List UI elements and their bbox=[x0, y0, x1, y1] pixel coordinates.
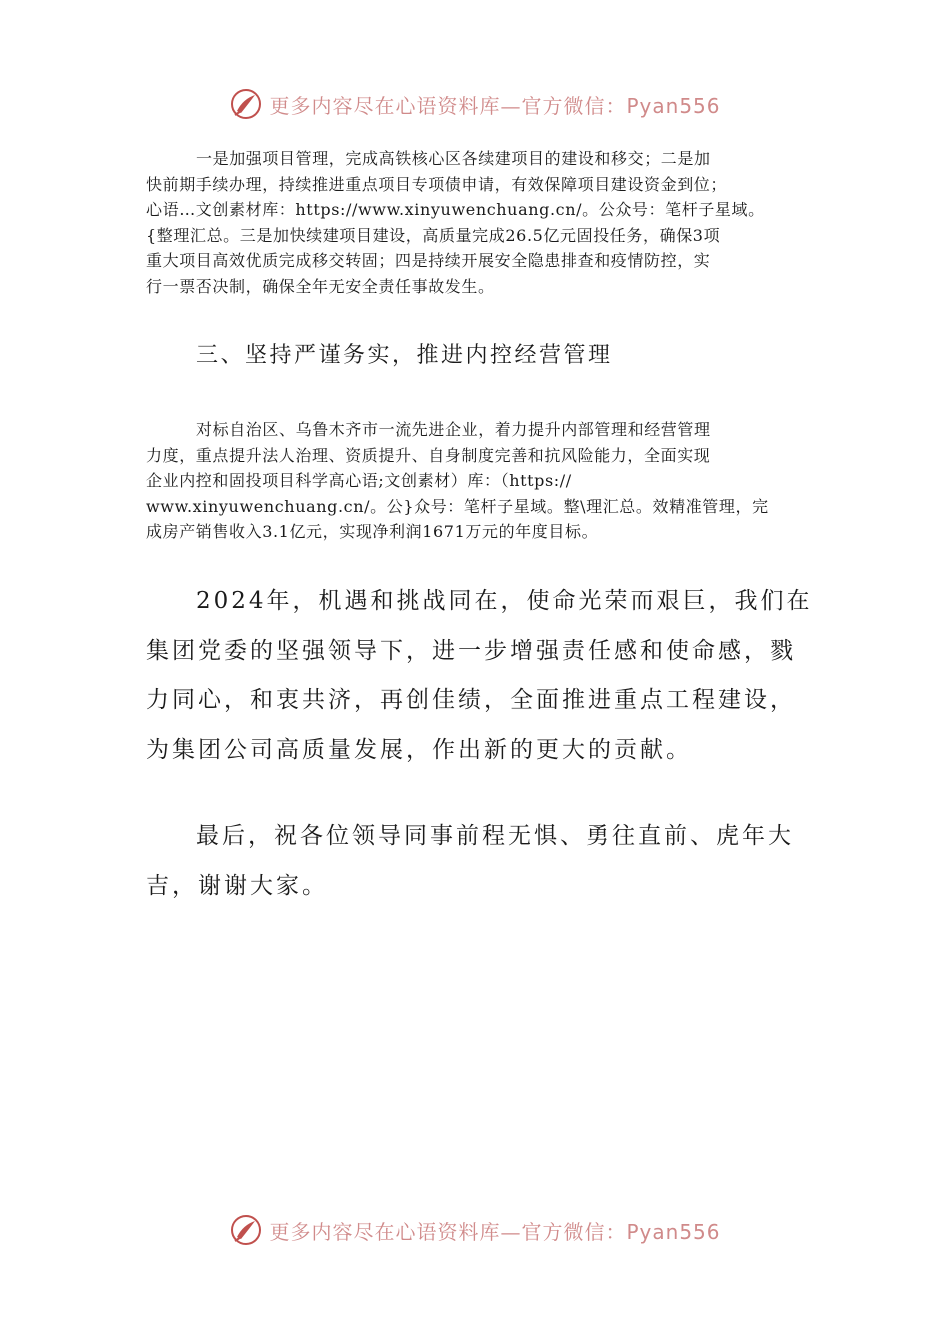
text-line: 吉，谢谢大家。 bbox=[146, 872, 328, 899]
paragraph-2024-outlook bbox=[146, 577, 813, 775]
text-line: 2024年，机遇和挑战同在，使命光荣而艰巨，我们在 bbox=[196, 588, 813, 614]
text-line: 重大项目高效优质完成移交转固；四是持续开展安全隐患排查和疫情防控，实 bbox=[146, 251, 711, 270]
text-line: {整理汇总。三是加快续建项目建设，高质量完成26.5亿元固投任务，确保3项 bbox=[146, 225, 721, 245]
watermark-id: Pyan556 bbox=[626, 1219, 721, 1244]
footer-watermark bbox=[0, 1210, 950, 1250]
text-line: 成房产销售收入3.1亿元，实现净利润1671万元的年度目标。 bbox=[146, 522, 599, 541]
text-line: 心语…文创素材库：https://www.xinyuwenchuang.cn/。公众号：笔杆子星域。 bbox=[146, 200, 765, 219]
paragraph-internal-control bbox=[146, 417, 806, 545]
text-line: 为集团公司高质量发展，作出新的更大的贡献。 bbox=[146, 736, 692, 763]
text-line: 企业内控和固投项目科学高心语;文创素材）库：（https:// bbox=[146, 471, 572, 490]
text-line: 一是加强项目管理，完成高铁核心区各续建项目的建设和移交；二是加 bbox=[196, 149, 711, 168]
text-line: 对标自治区、乌鲁木齐市一流先进企业，着力提升内部管理和经营管理 bbox=[196, 420, 711, 439]
paragraph-closing bbox=[146, 812, 796, 911]
text-line: 集团党委的坚强领导下，进一步增强责任感和使命感，戮 bbox=[146, 637, 796, 664]
section-heading-3: 三、坚持严谨务实，推进内控经营管理 bbox=[196, 343, 613, 368]
pen-logo-icon bbox=[229, 87, 263, 121]
watermark-text: 更多内容尽在心语资料库—官方微信：Pyan556 bbox=[269, 1219, 721, 1244]
pen-logo-icon bbox=[229, 1213, 263, 1247]
text-line: 力同心，和衷共济，再创佳绩，全面推进重点工程建设， bbox=[146, 687, 796, 713]
header-watermark bbox=[0, 84, 950, 124]
text-line: 最后，祝各位领导同事前程无惧、勇往直前、虎年大 bbox=[196, 823, 794, 849]
watermark-text: 更多内容尽在心语资料库—官方微信：Pyan556 bbox=[269, 93, 721, 118]
text-line: 行一票否决制，确保全年无安全责任事故发生。 bbox=[146, 276, 495, 296]
paragraph-project-management bbox=[146, 146, 806, 299]
watermark-group bbox=[229, 87, 720, 121]
text-line: 力度，重点提升法人治理、资质提升、自身制度完善和抗风险能力，全面实现 bbox=[146, 445, 711, 465]
text-line: www.xinyuwenchuang.cn/。公}众号：笔杆子星域。整\理汇总。效精准管理，完 bbox=[146, 496, 769, 516]
watermark-id: Pyan556 bbox=[626, 93, 721, 118]
watermark-group bbox=[229, 1213, 720, 1247]
text-line: 快前期手续办理，持续推进重点项目专项债申请，有效保障项目建设资金到位； bbox=[146, 174, 728, 194]
